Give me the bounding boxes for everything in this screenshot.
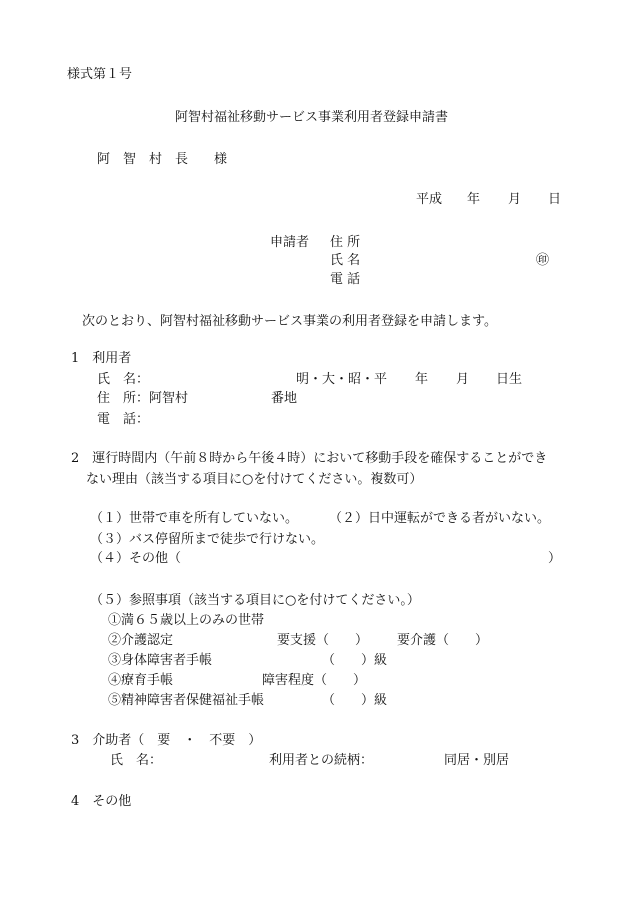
reason-option-4: （４）その他（ (90, 551, 182, 566)
date-day-unit: 日 (548, 192, 562, 207)
birth-eras: 明・大・昭・平 (296, 372, 388, 387)
reference-item-2-care: 要介護（ ） (397, 633, 489, 648)
user-address-label: 住 所：阿智村 (97, 391, 189, 406)
birth-month-unit: 月 (456, 372, 470, 387)
section-1-heading: 1 利用者 (71, 351, 132, 366)
reference-item-5-grade: （ ）級 (322, 693, 388, 708)
addressee: 阿 智 村 長 様 (97, 152, 228, 167)
section-3-heading: 3 介助者（ 要 ・ 不要 ） (71, 733, 262, 748)
reference-item-2: ②介護認定 (108, 633, 174, 648)
reference-item-4-level: 障害程度（ ） (262, 673, 367, 688)
seal-icon: ㊞ (536, 253, 550, 268)
living-arrangement: 同居・別居 (444, 753, 510, 768)
section-4-heading: 4 その他 (71, 794, 132, 809)
applicant-phone-label: 電 話 (330, 272, 361, 287)
reference-item-1: ①満６５歳以上のみの世帯 (108, 613, 265, 628)
date-year-unit: 年 (467, 192, 481, 207)
form-number: 様式第１号 (67, 67, 133, 82)
birth-day-unit: 日生 (496, 372, 523, 387)
document-title: 阿智村福祉移動サービス事業利用者登録申請書 (175, 110, 449, 125)
reason-option-2: （２）日中運転ができる者がいない。 (329, 511, 551, 526)
date-era: 平成 (416, 192, 443, 207)
reference-item-2-support: 要支援（ ） (277, 633, 369, 648)
banchi-label: 番地 (271, 391, 298, 406)
birth-year-unit: 年 (415, 372, 429, 387)
section-2-heading-line2: ない理由（該当する項目に○を付けてください。複数可） (86, 472, 423, 487)
user-name-label: 氏 名： (97, 372, 150, 387)
reason-option-3: （３）バス停留所まで徒歩で行けない。 (90, 532, 325, 547)
relationship-label: 利用者との続柄： (269, 753, 374, 768)
reference-item-5: ⑤精神障害者保健福祉手帳 (108, 693, 265, 708)
reason-option-5: （５）参照事項（該当する項目に○を付けてください。） (90, 593, 420, 608)
helper-name-label: 氏 名： (110, 753, 163, 768)
reference-item-3: ③身体障害者手帳 (108, 653, 213, 668)
applicant-address-label: 住 所 (330, 235, 361, 250)
reason-option-1: （１）世帯で車を所有していない。 (90, 511, 299, 526)
reference-item-3-grade: （ ）級 (322, 653, 388, 668)
date-month-unit: 月 (508, 192, 522, 207)
user-phone-label: 電 話： (97, 412, 150, 427)
applicant-name-label: 氏 名 (330, 253, 361, 268)
intro-text: 次のとおり、阿智村福祉移動サービス事業の利用者登録を申請します。 (82, 314, 497, 329)
applicant-label: 申請者 (270, 235, 310, 250)
reason-option-4-close: ） (548, 551, 562, 566)
reference-item-4: ④療育手帳 (108, 673, 174, 688)
section-2-heading-line1: 2 運行時間内（午前８時から午後４時）において移動手段を確保することができ (71, 451, 548, 466)
